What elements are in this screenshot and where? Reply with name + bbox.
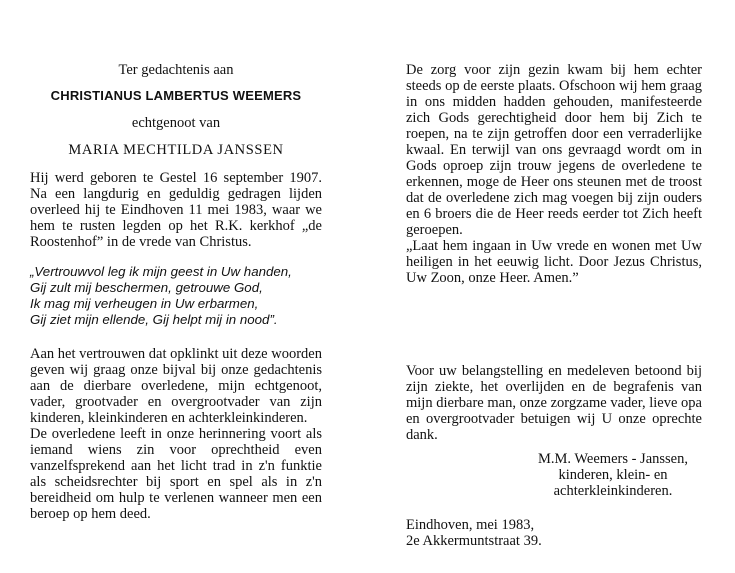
right-column — [406, 62, 702, 549]
spouse-label: echtgenoot van — [131, 115, 221, 131]
remembrance-paragraph: De overledene leeft in onze herinnering voort als iemand wiens zin voor oprechtheid even vanzelfsprekend aan het licht trad in z'n funktie als scheidsrechter bij sport en spel als in z'n bereidheid om hulp te verlenen wanneer men een beroep op hem deed. — [30, 426, 322, 522]
poem-line: „Vertrouwvol leg ik mijn geest in Uw handen, — [30, 264, 292, 279]
prayer-paragraph: „Laat hem ingaan in Uw vrede en wonen met Uw heiligen in het eeuwig licht. Door Jezus Christus, Uw Zoon, onze Heer. Amen.” — [406, 238, 702, 286]
signature-line: M.M. Weemers - Janssen, — [538, 451, 688, 467]
poem — [30, 264, 322, 328]
deceased-name: CHRISTIANUS LAMBERTUS WEEMERS — [50, 88, 302, 103]
spouse-name: MARIA MECHTILDA JANSSEN — [68, 142, 284, 158]
poem-line: Ik mag mij verheugen in Uw erbarmen, — [30, 296, 259, 311]
signature-line: achterkleinkinderen. — [553, 483, 673, 499]
left-column — [30, 62, 322, 522]
poem-line: Gij ziet mijn ellende, Gij helpt mij in nood”. — [30, 312, 278, 327]
signature-line: kinderen, klein- en — [558, 467, 668, 483]
signature-block — [406, 451, 702, 499]
memorial-header: Ter gedachtenis aan — [118, 62, 234, 78]
place-date-address — [406, 517, 702, 549]
address: 2e Akkermuntstraat 39. — [406, 533, 542, 549]
family-paragraph: De zorg voor zijn gezin kwam bij hem echter steeds op de eerste plaats. Ofschoon wij hem graag in ons midden hadden gehouden, manifesteerde zich Gods gerechtigheid door hem bij Zich te roepen, na te zijn getroffen door een verraderlijke kwaal. En terwijl van ons gevraagd wordt om in Gods oproep zijn trouw jegens de overledene te erkennen, moge de Heer ons steunen met de troost dat de overledene zich mag voegen bij zijn ouders en 6 broers die de Heer reeds eerder tot Zich heeft geroepen. — [406, 62, 702, 238]
poem-line: Gij zult mij beschermen, getrouwe God, — [30, 280, 263, 295]
thanks-paragraph: Voor uw belangstelling en medeleven betoond bij zijn ziekte, het overlijden en de begrafenis van mijn dierbare man, onze zorgzame vader, lieve opa en overgrootvader betuigen wij U onze oprechte dank. — [406, 363, 702, 443]
biography-paragraph: Hij werd geboren te Gestel 16 september 1907. Na een langdurig en geduldig gedragen lijden overleed hij te Eindhoven 11 mei 1983, waar we hem te rusten legden op het R.K. kerkhof „de Roostenhof” in de vrede van Christus. — [30, 170, 322, 250]
tribute-paragraph: Aan het vertrouwen dat opklinkt uit deze woorden geven wij graag onze bijval bij onze gedachtenis aan de dierbare overledene, mijn echtgenoot, vader, grootvader en overgrootvader van zijn kinderen, kleinkinderen en achterkleinkinderen. — [30, 346, 322, 426]
place-date: Eindhoven, mei 1983, — [406, 517, 535, 533]
